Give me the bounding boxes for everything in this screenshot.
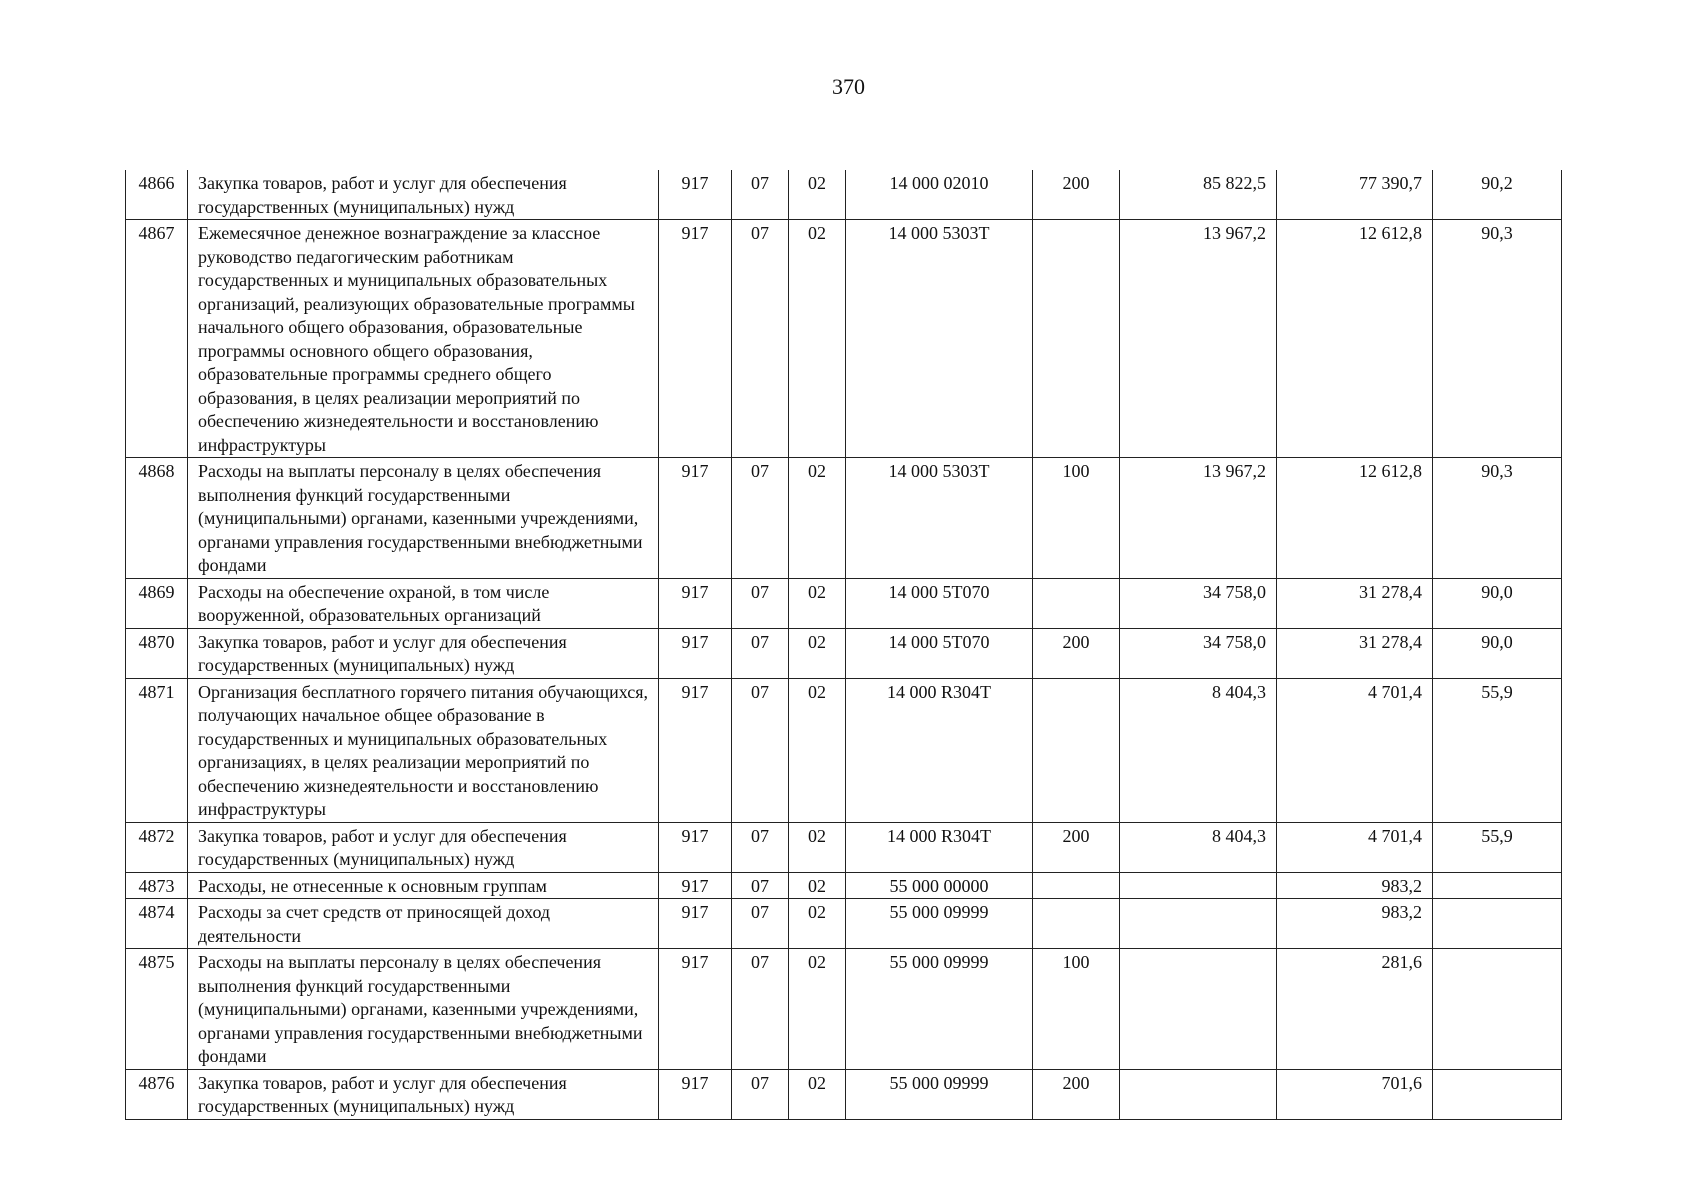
table-row <box>126 458 1562 579</box>
section-code-cell: 07 <box>732 220 789 458</box>
section-code-cell: 07 <box>732 949 789 1070</box>
target-code-cell: 14 000 5T070 <box>846 628 1033 678</box>
table-row <box>126 578 1562 628</box>
subsection-code-cell: 02 <box>789 949 846 1070</box>
actual-amount-cell: 983,2 <box>1277 872 1433 899</box>
description-cell: Расходы за счет средств от приносящей доход деятельности <box>188 899 659 949</box>
subsection-code-cell: 02 <box>789 170 846 220</box>
table-row <box>126 170 1562 220</box>
subsection-code-cell: 02 <box>789 220 846 458</box>
description-cell: Организация бесплатного горячего питания обучающихся, получающих начальное общее образование в государственных и муниципальных образовательных организациях, в целях реализации мероприятий по обеспечению жизнедеятельности и восстановлению инфраструктуры <box>188 678 659 822</box>
subsection-code-cell: 02 <box>789 1069 846 1119</box>
row-number-cell: 4872 <box>126 822 188 872</box>
row-number-cell: 4870 <box>126 628 188 678</box>
admin-code-cell: 917 <box>659 872 732 899</box>
description-cell: Ежемесячное денежное вознаграждение за классное руководство педагогическим работникам государственных и муниципальных образовательных организаций, реализующих образовательные программы начального общего образования, образовательные программы основного общего образования, образовательные программы среднего общего образования, в целях реализации мероприятий по обеспечению жизнедеятельности и восстановлению инфраструктуры <box>188 220 659 458</box>
table-row <box>126 220 1562 458</box>
subsection-code-cell: 02 <box>789 678 846 822</box>
target-code-cell: 14 000 5T070 <box>846 578 1033 628</box>
percent-cell <box>1433 949 1562 1070</box>
planned-amount-cell: 34 758,0 <box>1120 628 1277 678</box>
admin-code-cell: 917 <box>659 678 732 822</box>
description-cell: Закупка товаров, работ и услуг для обеспечения государственных (муниципальных) нужд <box>188 628 659 678</box>
description-cell: Расходы на обеспечение охраной, в том числе вооруженной, образовательных организаций <box>188 578 659 628</box>
actual-amount-cell: 12 612,8 <box>1277 220 1433 458</box>
actual-amount-cell: 77 390,7 <box>1277 170 1433 220</box>
row-number-cell: 4873 <box>126 872 188 899</box>
actual-amount-cell: 31 278,4 <box>1277 578 1433 628</box>
budget-table <box>125 170 1562 1120</box>
actual-amount-cell: 31 278,4 <box>1277 628 1433 678</box>
table-row <box>126 872 1562 899</box>
row-number-cell: 4868 <box>126 458 188 579</box>
actual-amount-cell: 4 701,4 <box>1277 678 1433 822</box>
description-cell: Расходы на выплаты персоналу в целях обеспечения выполнения функций государственными (муниципальными) органами, казенными учреждениями, органами управления государственными внебюджетными фондами <box>188 949 659 1070</box>
subsection-code-cell: 02 <box>789 899 846 949</box>
subsection-code-cell: 02 <box>789 628 846 678</box>
planned-amount-cell: 8 404,3 <box>1120 678 1277 822</box>
section-code-cell: 07 <box>732 822 789 872</box>
target-code-cell: 55 000 00000 <box>846 872 1033 899</box>
target-code-cell: 55 000 09999 <box>846 1069 1033 1119</box>
subsection-code-cell: 02 <box>789 578 846 628</box>
percent-cell <box>1433 899 1562 949</box>
expense-type-cell <box>1033 678 1120 822</box>
admin-code-cell: 917 <box>659 628 732 678</box>
percent-cell: 90,2 <box>1433 170 1562 220</box>
planned-amount-cell <box>1120 872 1277 899</box>
section-code-cell: 07 <box>732 170 789 220</box>
page-number: 370 <box>832 74 865 99</box>
target-code-cell: 14 000 02010 <box>846 170 1033 220</box>
expense-type-cell <box>1033 578 1120 628</box>
section-code-cell: 07 <box>732 678 789 822</box>
expense-type-cell: 200 <box>1033 822 1120 872</box>
admin-code-cell: 917 <box>659 822 732 872</box>
planned-amount-cell: 13 967,2 <box>1120 458 1277 579</box>
percent-cell: 90,3 <box>1433 458 1562 579</box>
section-code-cell: 07 <box>732 628 789 678</box>
admin-code-cell: 917 <box>659 170 732 220</box>
table-body <box>126 170 1562 1119</box>
section-code-cell: 07 <box>732 578 789 628</box>
expense-type-cell <box>1033 220 1120 458</box>
table-row <box>126 1069 1562 1119</box>
percent-cell: 90,0 <box>1433 628 1562 678</box>
target-code-cell: 14 000 R304T <box>846 678 1033 822</box>
percent-cell <box>1433 1069 1562 1119</box>
expense-type-cell: 100 <box>1033 949 1120 1070</box>
expense-type-cell <box>1033 899 1120 949</box>
row-number-cell: 4867 <box>126 220 188 458</box>
description-cell: Расходы, не отнесенные к основным группам <box>188 872 659 899</box>
table-row <box>126 949 1562 1070</box>
admin-code-cell: 917 <box>659 578 732 628</box>
table-row <box>126 822 1562 872</box>
subsection-code-cell: 02 <box>789 822 846 872</box>
row-number-cell: 4871 <box>126 678 188 822</box>
planned-amount-cell: 85 822,5 <box>1120 170 1277 220</box>
planned-amount-cell: 8 404,3 <box>1120 822 1277 872</box>
actual-amount-cell: 4 701,4 <box>1277 822 1433 872</box>
percent-cell <box>1433 872 1562 899</box>
actual-amount-cell: 701,6 <box>1277 1069 1433 1119</box>
target-code-cell: 14 000 R304T <box>846 822 1033 872</box>
expense-type-cell: 200 <box>1033 170 1120 220</box>
admin-code-cell: 917 <box>659 899 732 949</box>
expense-type-cell: 200 <box>1033 628 1120 678</box>
expense-type-cell: 200 <box>1033 1069 1120 1119</box>
description-cell: Закупка товаров, работ и услуг для обеспечения государственных (муниципальных) нужд <box>188 1069 659 1119</box>
expense-type-cell: 100 <box>1033 458 1120 579</box>
row-number-cell: 4876 <box>126 1069 188 1119</box>
target-code-cell: 14 000 5303T <box>846 458 1033 579</box>
row-number-cell: 4866 <box>126 170 188 220</box>
planned-amount-cell <box>1120 1069 1277 1119</box>
actual-amount-cell: 983,2 <box>1277 899 1433 949</box>
row-number-cell: 4874 <box>126 899 188 949</box>
actual-amount-cell: 12 612,8 <box>1277 458 1433 579</box>
percent-cell: 90,0 <box>1433 578 1562 628</box>
percent-cell: 55,9 <box>1433 678 1562 822</box>
percent-cell: 55,9 <box>1433 822 1562 872</box>
actual-amount-cell: 281,6 <box>1277 949 1433 1070</box>
admin-code-cell: 917 <box>659 458 732 579</box>
row-number-cell: 4869 <box>126 578 188 628</box>
section-code-cell: 07 <box>732 1069 789 1119</box>
subsection-code-cell: 02 <box>789 872 846 899</box>
admin-code-cell: 917 <box>659 1069 732 1119</box>
description-cell: Закупка товаров, работ и услуг для обеспечения государственных (муниципальных) нужд <box>188 822 659 872</box>
percent-cell: 90,3 <box>1433 220 1562 458</box>
description-cell: Закупка товаров, работ и услуг для обеспечения государственных (муниципальных) нужд <box>188 170 659 220</box>
row-number-cell: 4875 <box>126 949 188 1070</box>
section-code-cell: 07 <box>732 458 789 579</box>
table-row <box>126 899 1562 949</box>
expense-type-cell <box>1033 872 1120 899</box>
table-row <box>126 678 1562 822</box>
target-code-cell: 55 000 09999 <box>846 899 1033 949</box>
planned-amount-cell <box>1120 949 1277 1070</box>
target-code-cell: 14 000 5303T <box>846 220 1033 458</box>
admin-code-cell: 917 <box>659 949 732 1070</box>
description-cell: Расходы на выплаты персоналу в целях обеспечения выполнения функций государственными (муниципальными) органами, казенными учреждениями, органами управления государственными внебюджетными фондами <box>188 458 659 579</box>
admin-code-cell: 917 <box>659 220 732 458</box>
section-code-cell: 07 <box>732 872 789 899</box>
planned-amount-cell <box>1120 899 1277 949</box>
planned-amount-cell: 13 967,2 <box>1120 220 1277 458</box>
subsection-code-cell: 02 <box>789 458 846 579</box>
planned-amount-cell: 34 758,0 <box>1120 578 1277 628</box>
table-row <box>126 628 1562 678</box>
target-code-cell: 55 000 09999 <box>846 949 1033 1070</box>
section-code-cell: 07 <box>732 899 789 949</box>
